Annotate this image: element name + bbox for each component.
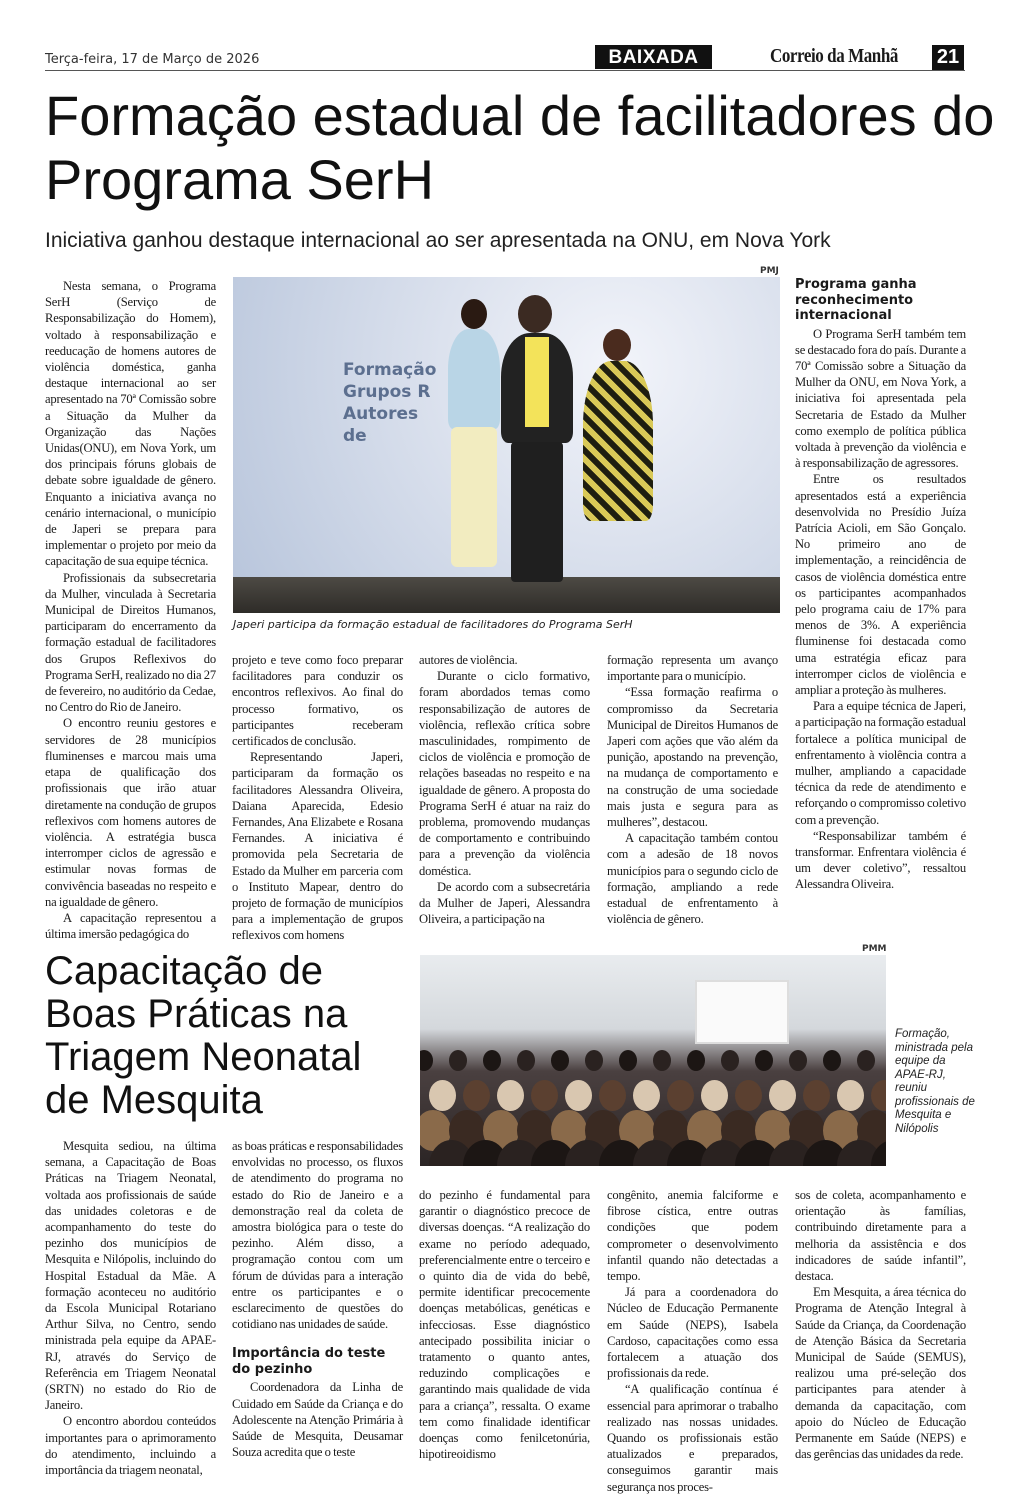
audience-member <box>585 1050 603 1071</box>
paragraph: Em Mesquita, a área técnica do Programa de Atenção Integral à Saúde da Criança, da Coordenação de Atenção Básica da Secretaria Municipal de Saúde (SEMUS), realizou uma pré-seleção dos participantes para atender à demanda da capacitação, com apoio do Núcleo de Educação Permanente em Saúde (NEPS) e das gerências das unidades da rede. <box>795 1285 966 1462</box>
subheading: Importância do teste do pezinho <box>232 1346 386 1377</box>
paragraph: Para a equipe técnica de Japeri, a participação na formação estadual fortalece a política municipal de enfrentamento à violência contra a mulher, ampliando a capacidade técnica da rede de atendimento e reforçando o compromisso coletivo com a prevenção. <box>795 699 967 827</box>
audience-member <box>497 1080 524 1111</box>
article1-subtitle: Iniciativa ganhou destaque internacional ao ser apresentada na ONU, em Nova York <box>45 229 831 252</box>
paragraph: “Responsabilizar também é transformar. Enfrentara violência é um dever coletivo”, ressaltou Alessandra Oliveira. <box>795 828 966 892</box>
article2-photo-caption: Formação, ministrada pela equipe da APAE-RJ, reuniu profissionais de Mesquita e Nilópolis <box>895 1028 975 1135</box>
stage-floor <box>233 577 780 613</box>
audience-member <box>420 1050 433 1071</box>
audience-member <box>619 1050 637 1071</box>
issue-date: Terça-feira, 17 de Março de 2026 <box>45 52 260 67</box>
audience-member <box>429 1080 456 1111</box>
article1-column-4 <box>607 652 778 927</box>
paragraph: Entre os resultados apresentados está a experiência desenvolvida no Presídio Juíza Patrícia Acioli, em São Gonçalo. No primeiro ano de implementação, a reincidência de casos de violência doméstica entre os participantes acompanhados pelo programa caiu de 17% para menos de 3%. A experiência fluminense foi destacada como uma estratégia eficaz para interromper ciclos de violência e ampliar a proteção às mulheres. <box>795 472 966 697</box>
newspaper-logo: Correio da Manhã <box>770 45 898 67</box>
audience-member <box>517 1050 535 1071</box>
paragraph: “A qualificação contínua é essencial para aprimorar o trabalho realizado nas nossas unidades. Quando os profissionais estão atualizados e preparados, conseguimos garantir mais segurança nos proces- <box>607 1382 778 1494</box>
article1-headline: Formação estadual de facilitadores do Programa SerH <box>45 84 995 211</box>
audience-member <box>463 1080 490 1111</box>
audience-member <box>857 1050 875 1071</box>
audience-member <box>823 1050 841 1071</box>
paragraph: congênito, anemia falciforme e fibrose cística, entre outras condições que podem comprometer o desenvolvimento infantil quando não detectadas a tempo. <box>607 1188 778 1284</box>
article2-headline: Capacitação de Boas Práticas na Triagem Neonatal de Mesquita <box>45 949 362 1122</box>
page-number: 21 <box>932 45 964 70</box>
audience-member <box>483 1050 501 1071</box>
audience-member <box>565 1080 592 1111</box>
person-head <box>603 329 631 361</box>
article1-column-1 <box>45 278 216 942</box>
audience-member <box>871 1080 886 1111</box>
audience-member <box>803 1080 830 1111</box>
article1-column-5 <box>795 277 966 893</box>
article2-column-4 <box>607 1187 778 1495</box>
paragraph: sos de coleta, acompanhamento e orientação às famílias, contribuindo diretamente para a melhoria da assistência e dos indicadores de saúde infantil”, destaca. <box>795 1188 966 1284</box>
article1-photo <box>233 277 780 613</box>
person-head <box>518 295 552 333</box>
projector-screen <box>695 980 789 1044</box>
paragraph: Coordenadora da Linha de Cuidado em Saúde da Criança e do Adolescente na Atenção Primária à Saúde de Mesquita, Deusamar Souza acredita que o teste <box>232 1380 403 1460</box>
audience-member <box>701 1080 728 1111</box>
article2-column-1 <box>45 1138 216 1478</box>
audience-member <box>735 1080 762 1111</box>
person-center-legs <box>511 442 563 582</box>
paragraph: Durante o ciclo formativo, foram abordados temas como responsabilização de autores de violência, reflexão crítica sobre masculinidades, rompimento de ciclos de violência e promoção de relações baseadas no respeito e na igualdade de gênero. A proposta do Programa SerH é atuar na raiz do problema, promovendo mudanças de comportamento e contribuindo para a prevenção da violência doméstica. <box>419 669 590 878</box>
section-label: BAIXADA <box>595 45 712 69</box>
paragraph: as boas práticas e responsabilidades envolvidas no processo, os fluxos de atendimento do programa no estado do Rio de Janeiro e a demonstração real da coleta de amostra biológica para o teste do pezinho. Além disso, a programação contou com um fórum de dúvidas para a interação entre os participantes e o esclarecimento de questões do cotidiano nas unidades de saúde. <box>232 1139 403 1332</box>
person-right <box>583 361 653 521</box>
backdrop-text: Formação Grupos R Autores de <box>343 360 437 446</box>
audience-member <box>755 1050 773 1071</box>
paragraph: A capacitação representou a última imersão pedagógica do <box>45 910 216 942</box>
audience-member <box>789 1050 807 1071</box>
paragraph: “Essa formação reafirma o compromisso da Secretaria Municipal de Direitos Humanos de Japeri com ações que vão além da punição, apostando na prevenção, na mudança de comportamento e na construção de uma sociedade mais justa e segura para as mulheres”, destacou. <box>607 685 778 830</box>
audience-member <box>599 1080 626 1111</box>
audience-member <box>633 1080 660 1111</box>
subheading: Programa ganha reconhecimento internacional <box>795 277 917 323</box>
paragraph: O encontro reuniu gestores e servidores de 28 municípios fluminenses e marcou mais uma etapa de qualificação dos profissionais que irão atuar diretamente na condução de grupos reflexivos com homens autores de violência. A estratégia busca interromper ciclos de agressão e estimular novas formas de convivência baseadas no respeito e na igualdade de gênero. <box>45 716 216 909</box>
article2-photo-credit: PMM <box>862 944 887 954</box>
header-rule <box>45 70 965 71</box>
article1-photo-credit: PMJ <box>760 266 779 276</box>
paragraph: Já para a coordenadora do Núcleo de Educação Permanente em Saúde (NEPS), Isabela Cardoso, capacitações como essa fortalecem a atuação dos profissionais da rede. <box>607 1285 778 1381</box>
audience-member <box>653 1050 671 1071</box>
article2-column-2 <box>232 1138 403 1460</box>
paragraph: O Programa SerH também tem se destacado fora do país. Durante a 70ª Comissão sobre a Situação da Mulher da ONU, em Nova York, a iniciativa foi apresentada pela Secretaria de Estado da Mulher como exemplo de política pública voltada à prevenção da violência e à responsabilização de agressores. <box>795 326 966 471</box>
audience-member <box>837 1080 864 1111</box>
paragraph: autores de violência. <box>419 653 518 667</box>
article2-column-3 <box>419 1187 590 1462</box>
person-left <box>448 329 500 429</box>
paragraph: A capacitação também contou com a adesão de 18 novos municípios para o segundo ciclo de formação, ampliando a rede estadual de enfrentamento à violência de gênero. <box>607 831 778 927</box>
audience-member <box>721 1050 739 1071</box>
person-head <box>461 299 487 329</box>
paragraph: Representando Japeri, participaram da formação os facilitadores Alessandra Oliveira, Daiana Aparecida, Edesio Fernandes, Ana Elizabete e Rosana Fernandes. A iniciativa é promovida pela Secretaria de Estado da Mulher em parceria com o Instituto Mapear, dentro do projeto de formação de municípios para a implementação de grupos reflexivos com homens <box>232 750 403 943</box>
paragraph: O encontro abordou conteúdos importantes para o aprimoramento do atendimento, incluindo a importância da triagem neonatal, <box>45 1414 216 1478</box>
audience-member <box>531 1080 558 1111</box>
person-left-legs <box>451 427 497 567</box>
article2-column-5 <box>795 1187 966 1462</box>
paragraph: projeto e teve como foco preparar facilitadores para conduzir os encontros reflexivos. Ao final do processo formativo, os participantes receberam certificados de conclusão. <box>232 653 403 749</box>
audience-member <box>551 1050 569 1071</box>
paragraph: formação representa um avanço importante para o município. <box>607 653 778 684</box>
person-center-shirt <box>525 337 549 427</box>
article2-photo <box>420 955 886 1166</box>
paragraph: Nesta semana, o Programa SerH (Serviço de Responsabilização do Homem), voltado à responsabilização e reeducação de homens autores de violência doméstica, ganha destaque internacional ao ser apresentado na 70ª Comissão sobre a Situação da Mulher da Organização das Nações Unidas(ONU), em Nova York, um dos principais fóruns globais de debate sobre igualdade de gênero. Enquanto a iniciativa avança no cenário internacional, o município de Japeri se prepara para implementar o projeto por meio da capacitação de sua equipe técnica. <box>45 279 216 569</box>
article1-column-3 <box>419 652 590 927</box>
audience-member <box>667 1080 694 1111</box>
article1-column-2 <box>232 652 403 944</box>
article1-photo-caption: Japeri participa da formação estadual de facilitadores do Programa SerH <box>233 618 633 631</box>
audience-member <box>769 1080 796 1111</box>
audience-member <box>449 1050 467 1071</box>
paragraph: Profissionais da subsecretaria da Mulher, vinculada à Secretaria Municipal de Direitos Humanos, participaram do encerramento da formação estadual de facilitadores dos Grupos Reflexivos do Programa SerH, realizado no dia 27 de fevereiro, no auditório da Cedae, no Centro do Rio de Janeiro. <box>45 570 216 715</box>
paragraph: De acordo com a subsecretária da Mulher de Japeri, Alessandra Oliveira, a participação na <box>419 879 590 927</box>
paragraph: Mesquita sediou, na última semana, a Capacitação de Boas Práticas na Triagem Neonatal, voltada aos profissionais de saúde das unidades coletoras e de acompanhamento do teste do pezinho dos municípios de Mesquita e Nilópolis, incluindo do Hospital Estadual da Mãe. A formação aconteceu no auditório da Escola Municipal Rotariano Arthur Silva, no Centro, sendo ministrada pela equipe da APAE-RJ, através do Serviço de Referência em Triagem Neonatal (SRTN) no estado do Rio de Janeiro. <box>45 1139 216 1413</box>
paragraph: do pezinho é fundamental para garantir o diagnóstico precoce de diversas doenças. “A realização do exame no período adequado, preferencialmente entre o terceiro e o quinto dia de vida do bebê, permite identificar precocemente doenças metabólicas, genéticas e infecciosas. Esse diagnóstico antecipado possibilita iniciar o tratamento o quanto antes, reduzindo complicações e garantindo mais qualidade de vida para a criança”, ressalta. O exame tem como finalidade identificar doenças como fenilcetonúria, hipotireoidismo <box>419 1188 590 1462</box>
audience-member <box>687 1050 705 1071</box>
